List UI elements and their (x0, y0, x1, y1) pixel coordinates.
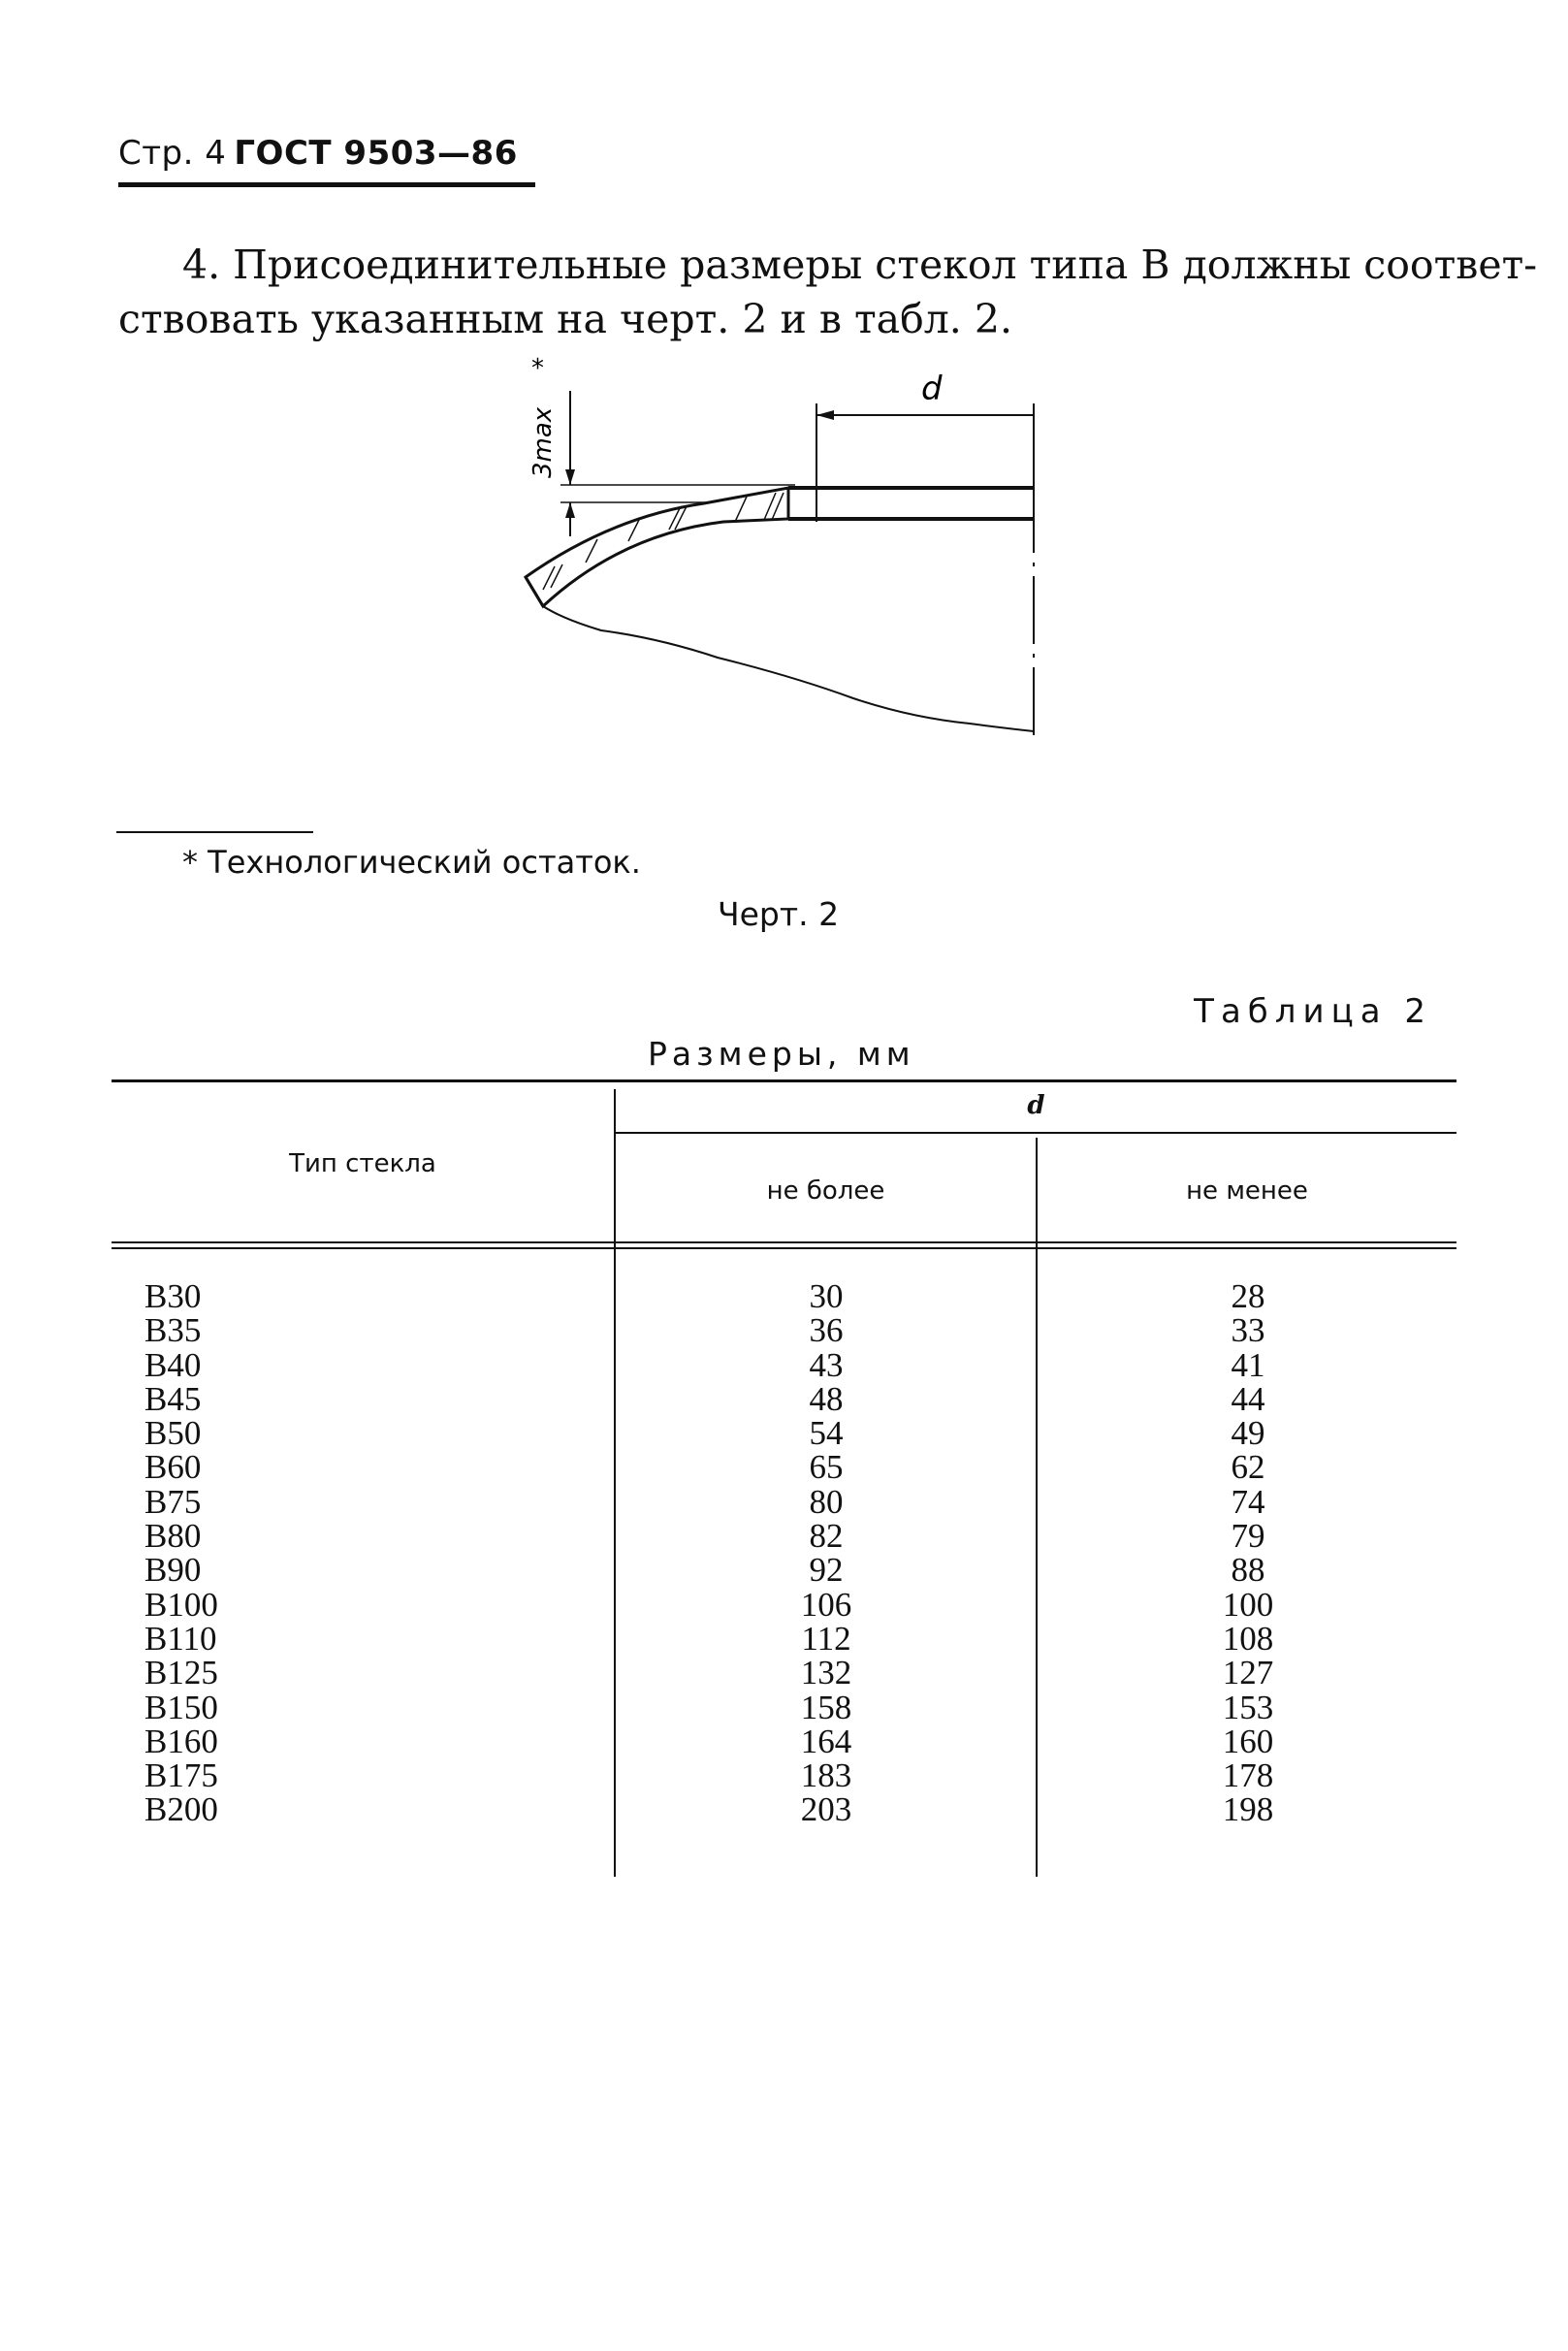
table-cell-max: 54 (809, 1414, 844, 1453)
table-cell-type: B45 (144, 1379, 202, 1418)
height-arrow-bottom (565, 502, 575, 518)
table-cell-type: B50 (144, 1414, 202, 1453)
d-label: d (921, 370, 943, 408)
page-number: Стр. 4 (118, 134, 227, 173)
paragraph-line-1: 4. Присоединительные размеры стекол типа В должны соответ- (182, 242, 1538, 288)
table-cell-max: 43 (809, 1345, 844, 1384)
table-cell-max: 36 (809, 1311, 844, 1350)
table-cell-max: 80 (809, 1482, 844, 1521)
table-cell-min: 79 (1231, 1517, 1265, 1556)
table-cell-min: 88 (1231, 1551, 1265, 1590)
table-cell-min: 62 (1231, 1448, 1265, 1487)
table-header-rule-2 (112, 1247, 1456, 1249)
dimensions-table (112, 1079, 1456, 1875)
paragraph-4 (118, 238, 1538, 346)
table-cell-max: 65 (809, 1448, 844, 1487)
table-cell-min: 160 (1222, 1722, 1274, 1760)
table-cell-max: 203 (800, 1790, 852, 1829)
table-cell-max: 92 (809, 1551, 844, 1590)
table-cell-type: B60 (144, 1448, 202, 1487)
table-cell-type: B150 (144, 1688, 218, 1726)
table-cell-min: 74 (1231, 1482, 1265, 1521)
table-cell-min: 108 (1222, 1619, 1274, 1658)
header-rule (118, 182, 535, 187)
table-cell-type: B90 (144, 1551, 202, 1590)
table-cell-min: 178 (1222, 1756, 1274, 1795)
header-d-group: d (1027, 1091, 1045, 1120)
table-cell-type: B35 (144, 1311, 202, 1350)
glass-profile (526, 488, 788, 606)
column-glass-type (144, 1279, 435, 1827)
column-max (787, 1279, 865, 1827)
table-cell-type: B125 (144, 1654, 218, 1692)
table-divider-1 (614, 1089, 616, 1877)
table-label: Таблица 2 (1194, 992, 1432, 1031)
table-top-rule (112, 1079, 1456, 1082)
table-cell-type: B175 (144, 1756, 218, 1795)
table-cell-min: 198 (1222, 1790, 1274, 1829)
table-cell-min: 44 (1231, 1379, 1265, 1418)
table-cell-max: 48 (809, 1379, 844, 1418)
table-cell-max: 82 (809, 1517, 844, 1556)
glass-cross-section-drawing (504, 357, 1047, 755)
footnote: * Технологический остаток. (182, 844, 641, 881)
header-min: не менее (1186, 1176, 1308, 1206)
column-min (1209, 1279, 1287, 1827)
header-glass-type: Тип стекла (289, 1149, 436, 1178)
table-cell-type: B30 (144, 1277, 202, 1315)
table-units: Размеры, мм (648, 1035, 915, 1073)
table-cell-min: 100 (1222, 1585, 1274, 1624)
table-cell-max: 183 (800, 1756, 852, 1795)
table-cell-max: 158 (800, 1688, 852, 1726)
table-header-rule-1 (112, 1241, 1456, 1243)
table-cell-max: 164 (800, 1722, 852, 1760)
table-cell-max: 112 (801, 1619, 851, 1658)
footnote-rule (116, 831, 313, 833)
table-cell-min: 33 (1231, 1311, 1265, 1350)
table-cell-type: B75 (144, 1482, 202, 1521)
table-cell-max: 30 (809, 1277, 844, 1315)
table-cell-type: B40 (144, 1345, 202, 1384)
d-arrow (816, 410, 834, 420)
table-cell-min: 127 (1222, 1654, 1274, 1692)
height-label: 3max (528, 406, 558, 478)
paragraph-line-2: ствовать указанным на черт. 2 и в табл. 2. (118, 296, 1012, 342)
table-cell-max: 106 (800, 1585, 852, 1624)
table-cell-max: 132 (800, 1654, 852, 1692)
asterisk-mark: * (531, 357, 544, 383)
table-cell-type: B100 (144, 1585, 218, 1624)
table-cell-type: B110 (144, 1619, 217, 1658)
standard-number: ГОСТ 9503—86 (234, 134, 518, 173)
table-cell-type: B200 (144, 1790, 218, 1829)
table-cell-type: B160 (144, 1722, 218, 1760)
table-group-rule (616, 1132, 1456, 1134)
page-header (118, 134, 518, 173)
table-cell-min: 28 (1231, 1277, 1265, 1315)
figure-caption: Черт. 2 (718, 895, 840, 933)
header-max: не более (766, 1176, 885, 1206)
height-arrow-top (565, 469, 575, 485)
break-line (543, 606, 1034, 731)
table-cell-min: 153 (1222, 1688, 1274, 1726)
table-cell-min: 49 (1231, 1414, 1265, 1453)
table-cell-type: B80 (144, 1517, 202, 1556)
table-cell-min: 41 (1231, 1345, 1265, 1384)
